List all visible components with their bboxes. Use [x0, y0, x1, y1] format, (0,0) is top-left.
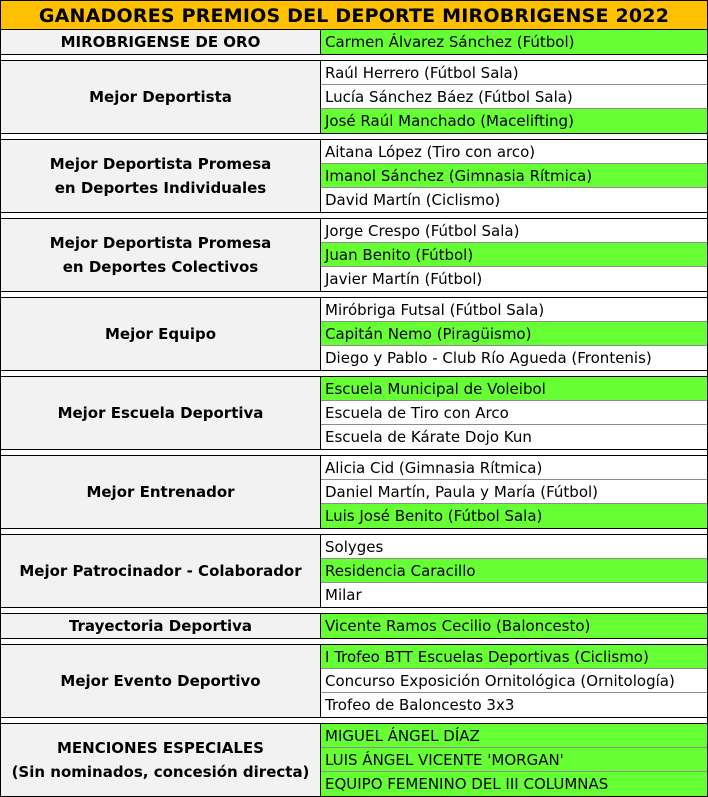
- group-separator: [0, 212, 708, 219]
- nominee-cell: Aitana López (Tiro con arco): [321, 140, 707, 164]
- award-group: [0, 30, 708, 54]
- award-group: [0, 377, 708, 449]
- table-body: [0, 30, 708, 797]
- award-category: Mejor Entrenador: [1, 456, 321, 528]
- nominee-list: [321, 724, 707, 796]
- group-separator: [0, 54, 708, 61]
- winner-cell: MIGUEL ÁNGEL DÍAZ: [321, 724, 707, 748]
- winner-cell: Capitán Nemo (Piragüismo): [321, 322, 707, 346]
- award-group: [0, 298, 708, 370]
- nominee-list: [321, 645, 707, 717]
- nominee-cell: Escuela de Tiro con Arco: [321, 401, 707, 425]
- nominee-cell: Raúl Herrero (Fútbol Sala): [321, 61, 707, 85]
- award-group: [0, 535, 708, 607]
- winner-cell: Luis José Benito (Fútbol Sala): [321, 504, 707, 528]
- nominee-list: [321, 456, 707, 528]
- award-category: MIROBRIGENSE DE ORO: [1, 30, 321, 54]
- award-category: MENCIONES ESPECIALES (Sin nominados, concesión directa): [1, 724, 321, 796]
- nominee-cell: Trofeo de Baloncesto 3x3: [321, 693, 707, 717]
- nominee-list: [321, 614, 707, 638]
- nominee-cell: Milar: [321, 583, 707, 607]
- group-separator: [0, 449, 708, 456]
- award-group: [0, 614, 708, 638]
- award-group: [0, 219, 708, 291]
- winner-cell: José Raúl Manchado (Macelifting): [321, 109, 707, 133]
- group-separator: [0, 291, 708, 298]
- award-category: Mejor Evento Deportivo: [1, 645, 321, 717]
- nominee-cell: Solyges: [321, 535, 707, 559]
- nominee-cell: Miróbriga Futsal (Fútbol Sala): [321, 298, 707, 322]
- group-separator: [0, 717, 708, 724]
- winner-cell: Vicente Ramos Cecilio (Baloncesto): [321, 614, 707, 638]
- award-category: Trayectoria Deportiva: [1, 614, 321, 638]
- nominee-cell: Daniel Martín, Paula y María (Fútbol): [321, 480, 707, 504]
- award-group: [0, 61, 708, 133]
- award-group: [0, 140, 708, 212]
- table-title: GANADORES PREMIOS DEL DEPORTE MIROBRIGENSE 2022: [0, 0, 708, 30]
- nominee-cell: David Martín (Ciclismo): [321, 188, 707, 212]
- group-separator: [0, 638, 708, 645]
- winner-cell: I Trofeo BTT Escuelas Deportivas (Ciclismo): [321, 645, 707, 669]
- group-separator: [0, 607, 708, 614]
- nominee-cell: Escuela de Kárate Dojo Kun: [321, 425, 707, 449]
- nominee-cell: Alicia Cid (Gimnasia Rítmica): [321, 456, 707, 480]
- winner-cell: Juan Benito (Fútbol): [321, 243, 707, 267]
- award-category: Mejor Deportista Promesa en Deportes Individuales: [1, 140, 321, 212]
- award-group: [0, 645, 708, 717]
- group-separator: [0, 370, 708, 377]
- award-category: Mejor Escuela Deportiva: [1, 377, 321, 449]
- winner-cell: LUIS ÁNGEL VICENTE 'MORGAN': [321, 748, 707, 772]
- winner-cell: Imanol Sánchez (Gimnasia Rítmica): [321, 164, 707, 188]
- nominee-cell: Jorge Crespo (Fútbol Sala): [321, 219, 707, 243]
- group-separator: [0, 528, 708, 535]
- group-separator: [0, 133, 708, 140]
- nominee-cell: Lucía Sánchez Báez (Fútbol Sala): [321, 85, 707, 109]
- nominee-list: [321, 61, 707, 133]
- award-group: [0, 724, 708, 796]
- winner-cell: Escuela Municipal de Voleibol: [321, 377, 707, 401]
- award-group: [0, 456, 708, 528]
- nominee-list: [321, 535, 707, 607]
- nominee-list: [321, 219, 707, 291]
- nominee-list: [321, 377, 707, 449]
- nominee-list: [321, 298, 707, 370]
- award-category: Mejor Deportista: [1, 61, 321, 133]
- award-category: Mejor Equipo: [1, 298, 321, 370]
- nominee-cell: Diego y Pablo - Club Río Agueda (Frontenis): [321, 346, 707, 370]
- award-category: Mejor Deportista Promesa en Deportes Colectivos: [1, 219, 321, 291]
- award-category: Mejor Patrocinador - Colaborador: [1, 535, 321, 607]
- nominee-list: [321, 30, 707, 54]
- winner-cell: Carmen Álvarez Sánchez (Fútbol): [321, 30, 707, 54]
- winner-cell: Residencia Caracillo: [321, 559, 707, 583]
- nominee-cell: Concurso Exposición Ornitológica (Ornitología): [321, 669, 707, 693]
- nominee-list: [321, 140, 707, 212]
- winner-cell: EQUIPO FEMENINO DEL III COLUMNAS: [321, 772, 707, 796]
- nominee-cell: Javier Martín (Fútbol): [321, 267, 707, 291]
